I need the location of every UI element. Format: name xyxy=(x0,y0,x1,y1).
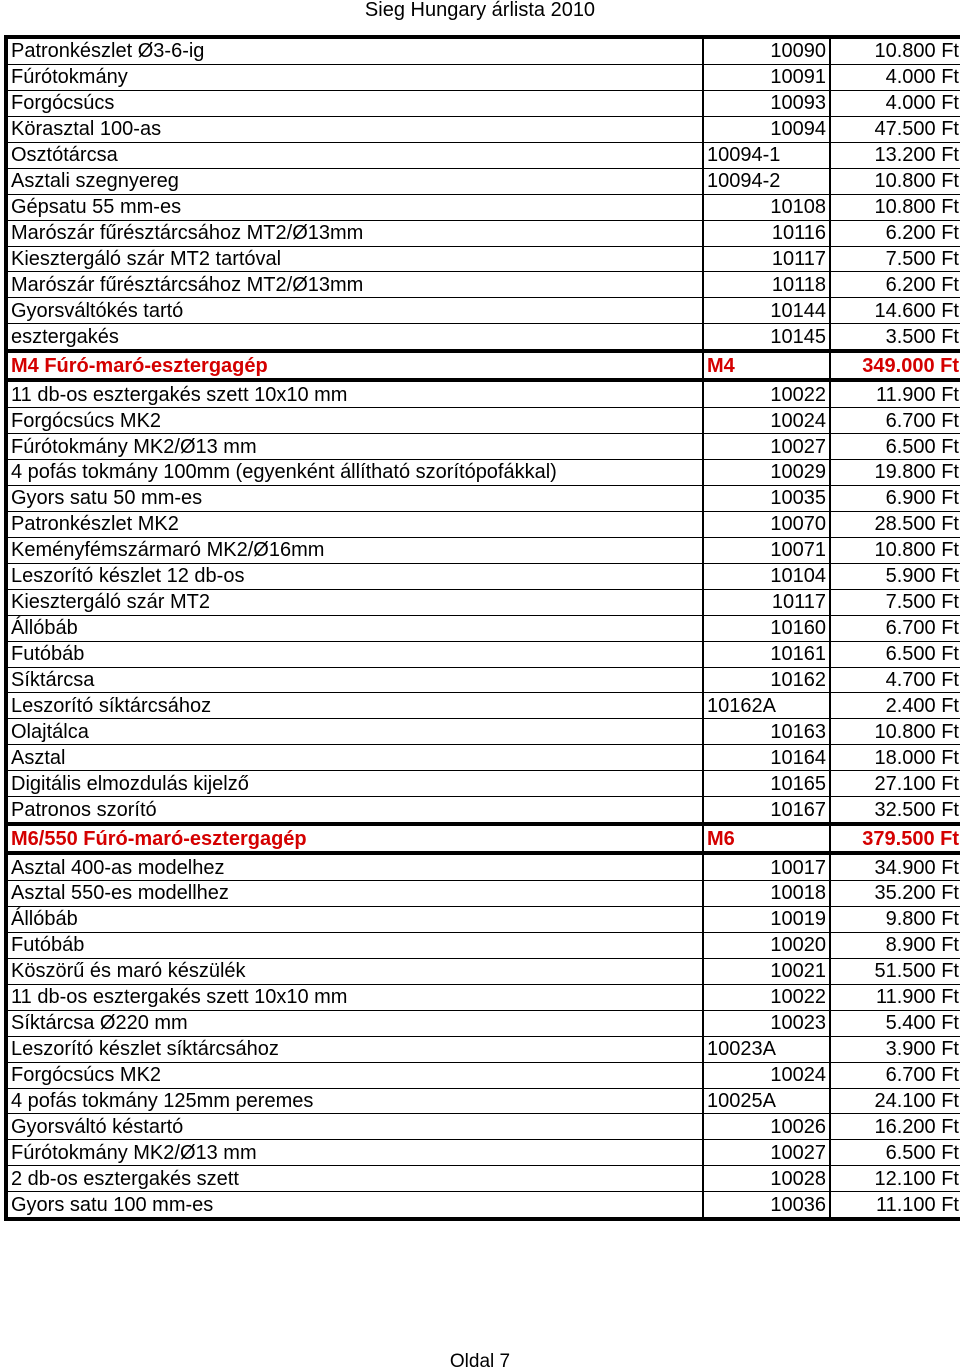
product-code-cell: 10024 xyxy=(703,1062,830,1088)
product-name-cell: Asztal 400-as modelhez xyxy=(6,853,703,880)
product-price-cell: 7.500 Ft xyxy=(830,589,960,615)
table-row xyxy=(6,745,960,771)
product-name-cell: Asztal xyxy=(6,745,703,771)
product-name-cell: Kiesztergáló szár MT2 tartóval xyxy=(6,246,703,272)
product-price-cell: 10.800 Ft xyxy=(830,168,960,194)
product-code-cell: 10144 xyxy=(703,298,830,324)
product-code-cell: 10021 xyxy=(703,958,830,984)
product-code-cell: 10023 xyxy=(703,1010,830,1036)
table-row xyxy=(6,116,960,142)
price-list-table xyxy=(4,35,960,1221)
product-name-cell: Osztótárcsa xyxy=(6,142,703,168)
product-price-cell: 4.700 Ft xyxy=(830,667,960,693)
product-code-cell: 10161 xyxy=(703,641,830,667)
table-row xyxy=(6,824,960,853)
table-row xyxy=(6,272,960,298)
product-price-cell: 349.000 Ft xyxy=(830,351,960,380)
product-name-cell: Leszorító készlet 12 db-os xyxy=(6,563,703,589)
product-name-cell: Gyorsváltó késtartó xyxy=(6,1114,703,1140)
table-row xyxy=(6,37,960,64)
product-name-cell: Köszörű és maró készülék xyxy=(6,958,703,984)
product-price-cell: 10.800 Ft xyxy=(830,37,960,64)
product-code-cell: 10070 xyxy=(703,511,830,537)
product-price-cell: 3.900 Ft xyxy=(830,1036,960,1062)
product-price-cell: 19.800 Ft xyxy=(830,460,960,486)
product-price-cell: 6.700 Ft xyxy=(830,408,960,434)
product-name-cell: Futóbáb xyxy=(6,641,703,667)
table-row xyxy=(6,563,960,589)
product-code-cell: 10020 xyxy=(703,932,830,958)
product-code-cell: 10094-1 xyxy=(703,142,830,168)
product-name-cell: Keményfémszármaró MK2/Ø16mm xyxy=(6,537,703,563)
product-code-cell: 10104 xyxy=(703,563,830,589)
product-price-cell: 10.800 Ft xyxy=(830,719,960,745)
table-row xyxy=(6,64,960,90)
product-price-cell: 2.400 Ft xyxy=(830,693,960,719)
table-row xyxy=(6,984,960,1010)
product-code-cell: 10164 xyxy=(703,745,830,771)
table-row xyxy=(6,641,960,667)
product-price-cell: 10.800 Ft xyxy=(830,537,960,563)
product-price-cell: 10.800 Ft xyxy=(830,194,960,220)
table-row xyxy=(6,906,960,932)
product-name-cell: Leszorító készlet síktárcsához xyxy=(6,1036,703,1062)
product-price-cell: 18.000 Ft xyxy=(830,745,960,771)
product-name-cell: Asztal 550-es modellhez xyxy=(6,881,703,907)
product-price-cell: 6.700 Ft xyxy=(830,1062,960,1088)
product-price-cell: 32.500 Ft xyxy=(830,797,960,824)
product-name-cell: Körasztal 100-as xyxy=(6,116,703,142)
product-name-cell: Forgócsúcs MK2 xyxy=(6,408,703,434)
product-price-cell: 47.500 Ft xyxy=(830,116,960,142)
product-code-cell: 10145 xyxy=(703,324,830,351)
product-name-cell: Állóbáb xyxy=(6,615,703,641)
table-row xyxy=(6,246,960,272)
product-name-cell: Síktárcsa Ø220 mm xyxy=(6,1010,703,1036)
product-name-cell: Gépsatu 55 mm-es xyxy=(6,194,703,220)
table-row xyxy=(6,460,960,486)
product-price-cell: 6.500 Ft xyxy=(830,641,960,667)
product-price-cell: 3.500 Ft xyxy=(830,324,960,351)
product-code-cell: 10090 xyxy=(703,37,830,64)
table-row xyxy=(6,1036,960,1062)
product-name-cell: Olajtálca xyxy=(6,719,703,745)
product-code-cell: 10093 xyxy=(703,90,830,116)
product-code-cell: 10071 xyxy=(703,537,830,563)
table-row xyxy=(6,1010,960,1036)
product-code-cell: 10167 xyxy=(703,797,830,824)
product-name-cell: M4 Fúró-maró-esztergagép xyxy=(6,351,703,380)
product-price-cell: 35.200 Ft xyxy=(830,881,960,907)
product-code-cell: 10035 xyxy=(703,485,830,511)
product-name-cell: 4 pofás tokmány 100mm (egyenként állítható szorítópofákkal) xyxy=(6,460,703,486)
table-row xyxy=(6,511,960,537)
product-name-cell: Marószár fűrésztárcsához MT2/Ø13mm xyxy=(6,272,703,298)
product-name-cell: Gyors satu 50 mm-es xyxy=(6,485,703,511)
table-row xyxy=(6,298,960,324)
product-price-cell: 379.500 Ft xyxy=(830,824,960,853)
product-name-cell: Gyorsváltókés tartó xyxy=(6,298,703,324)
product-price-cell: 34.900 Ft xyxy=(830,853,960,880)
product-price-cell: 51.500 Ft xyxy=(830,958,960,984)
product-code-cell: 10027 xyxy=(703,434,830,460)
product-code-cell: 10023A xyxy=(703,1036,830,1062)
product-name-cell: Patronkészlet Ø3-6-ig xyxy=(6,37,703,64)
table-row xyxy=(6,1088,960,1114)
table-row xyxy=(6,351,960,380)
product-code-cell: 10018 xyxy=(703,881,830,907)
table-row xyxy=(6,220,960,246)
table-row xyxy=(6,324,960,351)
product-price-cell: 8.900 Ft xyxy=(830,932,960,958)
product-code-cell: 10022 xyxy=(703,984,830,1010)
product-code-cell: 10117 xyxy=(703,246,830,272)
product-name-cell: esztergakés xyxy=(6,324,703,351)
product-price-cell: 24.100 Ft xyxy=(830,1088,960,1114)
product-name-cell: Patronkészlet MK2 xyxy=(6,511,703,537)
product-code-cell: M4 xyxy=(703,351,830,380)
product-name-cell: Állóbáb xyxy=(6,906,703,932)
page-number: Oldal 7 xyxy=(449,1351,511,1372)
product-name-cell: Kiesztergáló szár MT2 xyxy=(6,589,703,615)
product-code-cell: 10116 xyxy=(703,220,830,246)
product-name-cell: 11 db-os esztergakés szett 10x10 mm xyxy=(6,984,703,1010)
table-row xyxy=(6,142,960,168)
table-row xyxy=(6,168,960,194)
product-code-cell: 10165 xyxy=(703,771,830,797)
product-code-cell: 10017 xyxy=(703,853,830,880)
product-price-cell: 12.100 Ft xyxy=(830,1166,960,1192)
product-code-cell: 10118 xyxy=(703,272,830,298)
product-name-cell: Leszorító síktárcsához xyxy=(6,693,703,719)
product-name-cell: Digitális elmozdulás kijelző xyxy=(6,771,703,797)
product-price-cell: 14.600 Ft xyxy=(830,298,960,324)
table-row xyxy=(6,380,960,407)
product-code-cell: 10162 xyxy=(703,667,830,693)
product-price-cell: 6.500 Ft xyxy=(830,1140,960,1166)
product-price-cell: 13.200 Ft xyxy=(830,142,960,168)
table-row xyxy=(6,1166,960,1192)
product-code-cell: 10024 xyxy=(703,408,830,434)
table-row xyxy=(6,958,960,984)
product-price-cell: 7.500 Ft xyxy=(830,246,960,272)
product-code-cell: 10022 xyxy=(703,380,830,407)
product-name-cell: Patronos szorító xyxy=(6,797,703,824)
product-name-cell: Fúrótokmány xyxy=(6,64,703,90)
product-price-cell: 11.900 Ft xyxy=(830,380,960,407)
table-row xyxy=(6,771,960,797)
table-row xyxy=(6,1114,960,1140)
table-row xyxy=(6,408,960,434)
table-row xyxy=(6,589,960,615)
product-price-cell: 11.100 Ft xyxy=(830,1192,960,1219)
product-code-cell: 10026 xyxy=(703,1114,830,1140)
product-name-cell: M6/550 Fúró-maró-esztergagép xyxy=(6,824,703,853)
product-price-cell: 4.000 Ft xyxy=(830,64,960,90)
table-row xyxy=(6,434,960,460)
table-row xyxy=(6,881,960,907)
table-row xyxy=(6,693,960,719)
product-price-cell: 6.700 Ft xyxy=(830,615,960,641)
product-code-cell: 10036 xyxy=(703,1192,830,1219)
table-row xyxy=(6,615,960,641)
product-name-cell: 2 db-os esztergakés szett xyxy=(6,1166,703,1192)
product-price-cell: 5.900 Ft xyxy=(830,563,960,589)
product-code-cell: 10094 xyxy=(703,116,830,142)
table-row xyxy=(6,932,960,958)
table-row xyxy=(6,194,960,220)
product-code-cell: 10091 xyxy=(703,64,830,90)
table-row xyxy=(6,719,960,745)
product-price-cell: 4.000 Ft xyxy=(830,90,960,116)
table-row xyxy=(6,1140,960,1166)
product-price-cell: 6.900 Ft xyxy=(830,485,960,511)
product-name-cell: Forgócsúcs xyxy=(6,90,703,116)
product-name-cell: Forgócsúcs MK2 xyxy=(6,1062,703,1088)
product-price-cell: 6.200 Ft xyxy=(830,272,960,298)
product-code-cell: 10163 xyxy=(703,719,830,745)
table-row xyxy=(6,90,960,116)
product-name-cell: 11 db-os esztergakés szett 10x10 mm xyxy=(6,380,703,407)
product-code-cell: 10029 xyxy=(703,460,830,486)
product-code-cell: 10028 xyxy=(703,1166,830,1192)
product-price-cell: 6.500 Ft xyxy=(830,434,960,460)
product-name-cell: Síktárcsa xyxy=(6,667,703,693)
product-code-cell: 10027 xyxy=(703,1140,830,1166)
product-price-cell: 11.900 Ft xyxy=(830,984,960,1010)
product-code-cell: 10108 xyxy=(703,194,830,220)
table-row xyxy=(6,1192,960,1219)
product-code-cell: 10019 xyxy=(703,906,830,932)
product-code-cell: 10162A xyxy=(703,693,830,719)
price-list-body xyxy=(6,37,960,1219)
table-row xyxy=(6,853,960,880)
table-row xyxy=(6,797,960,824)
table-row xyxy=(6,485,960,511)
product-price-cell: 6.200 Ft xyxy=(830,220,960,246)
product-name-cell: Marószár fűrésztárcsához MT2/Ø13mm xyxy=(6,220,703,246)
product-price-cell: 16.200 Ft xyxy=(830,1114,960,1140)
product-code-cell: M6 xyxy=(703,824,830,853)
product-name-cell: Fúrótokmány MK2/Ø13 mm xyxy=(6,1140,703,1166)
table-row xyxy=(6,667,960,693)
product-price-cell: 27.100 Ft xyxy=(830,771,960,797)
product-name-cell: Fúrótokmány MK2/Ø13 mm xyxy=(6,434,703,460)
product-price-cell: 5.400 Ft xyxy=(830,1010,960,1036)
product-name-cell: Futóbáb xyxy=(6,932,703,958)
product-code-cell: 10117 xyxy=(703,589,830,615)
product-price-cell: 9.800 Ft xyxy=(830,906,960,932)
table-row xyxy=(6,537,960,563)
product-name-cell: Asztali szegnyereg xyxy=(6,168,703,194)
product-price-cell: 28.500 Ft xyxy=(830,511,960,537)
product-code-cell: 10094-2 xyxy=(703,168,830,194)
product-name-cell: 4 pofás tokmány 125mm peremes xyxy=(6,1088,703,1114)
product-code-cell: 10160 xyxy=(703,615,830,641)
page-header-title: Sieg Hungary árlista 2010 xyxy=(364,0,596,21)
table-row xyxy=(6,1062,960,1088)
product-code-cell: 10025A xyxy=(703,1088,830,1114)
product-name-cell: Gyors satu 100 mm-es xyxy=(6,1192,703,1219)
